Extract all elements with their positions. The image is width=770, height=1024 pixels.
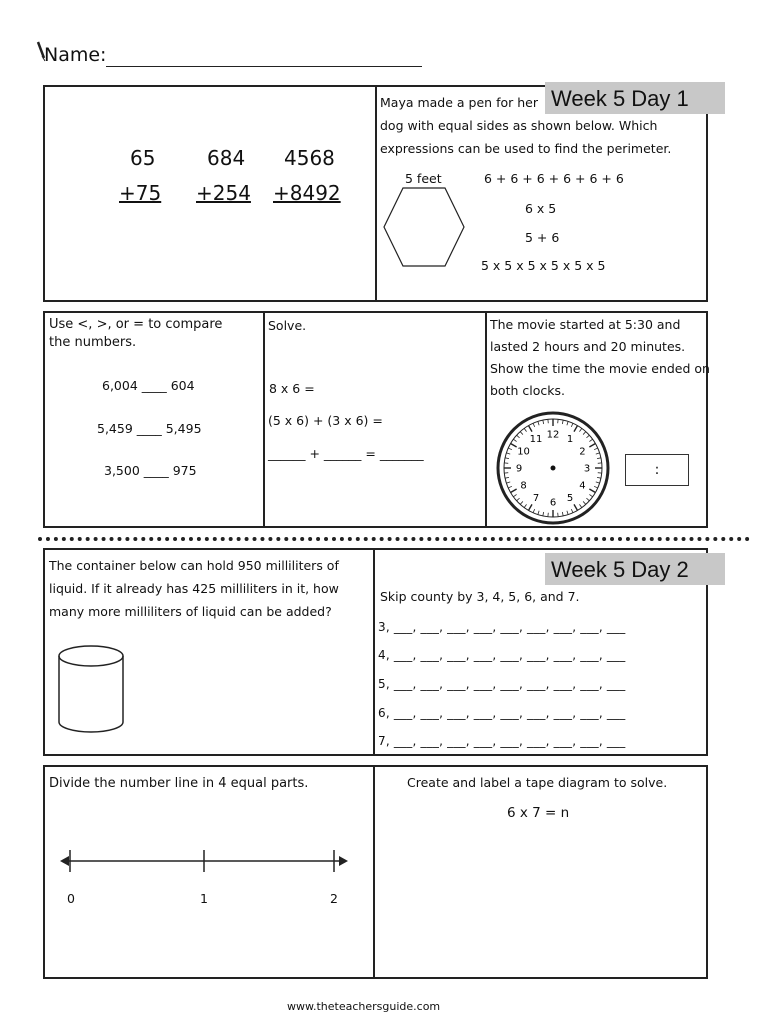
hexagon-shape — [382, 186, 466, 268]
clock-tick — [579, 504, 581, 507]
divider — [485, 311, 487, 528]
clock-tick — [589, 494, 592, 496]
clock-tick — [506, 482, 510, 483]
cylinder-shape — [56, 644, 126, 736]
clock-tick — [589, 489, 595, 493]
clock-tick — [517, 498, 520, 501]
container-line-2: liquid. If it already has 425 milliliters in it, how — [49, 581, 339, 596]
name-line[interactable] — [106, 66, 422, 67]
clock-tick — [574, 504, 578, 510]
clock-number: 3 — [583, 463, 591, 475]
clock-tick — [517, 435, 520, 438]
divider — [375, 85, 377, 302]
clock-tick — [538, 511, 539, 515]
clock-tick — [597, 477, 601, 478]
week-day-tag: Week 5 Day 1 — [545, 82, 725, 114]
compare-item-3: 3,500 ____ 975 — [104, 463, 197, 478]
compare-item-1: 6,004 ____ 604 — [102, 378, 195, 393]
compare-line-2: the numbers. — [49, 335, 137, 350]
clock-tick — [508, 486, 512, 488]
solve-eq-1: 8 x 6 = — [269, 381, 315, 396]
clock-tick — [562, 420, 563, 424]
clock-tick — [508, 448, 512, 450]
addend-bottom-3: +8492 — [273, 181, 341, 205]
container-line-3: many more milliliters of liquid can be added? — [49, 604, 332, 619]
option-1: 6 + 6 + 6 + 6 + 6 + 6 — [484, 171, 624, 186]
option-4: 5 x 5 x 5 x 5 x 5 x 5 — [481, 258, 606, 273]
clock-tick — [583, 432, 586, 435]
hexagon-side-label: 5 feet — [405, 171, 442, 186]
clock-tick — [589, 439, 592, 441]
skip-row-5[interactable]: 5, ___, ___, ___, ___, ___, ___, ___, ___, ___ — [378, 677, 626, 691]
clock-tick — [520, 501, 523, 504]
addend-bottom-1: +75 — [119, 181, 162, 205]
clock-number: 6 — [549, 497, 557, 509]
solve-eq-2: (5 x 6) + (3 x 6) = — [268, 413, 383, 428]
divider — [263, 311, 265, 528]
clock-tick — [505, 458, 509, 459]
digital-colon: : — [654, 462, 660, 478]
perimeter-line-2: dog with equal sides as shown below. Which — [380, 118, 658, 133]
clock-number: 11 — [529, 434, 543, 446]
skip-row-7[interactable]: 7, ___, ___, ___, ___, ___, ___, ___, ___, ___ — [378, 734, 626, 748]
clock-tick — [574, 426, 578, 432]
footer-url[interactable]: www.theteachersguide.com — [287, 1000, 441, 1013]
clock-tick — [538, 421, 539, 425]
clock-tick — [586, 498, 589, 501]
tape-equation: 6 x 7 = n — [507, 805, 570, 821]
clock-number: 2 — [579, 446, 586, 458]
divider — [373, 548, 375, 756]
clock-tick — [524, 504, 526, 507]
perimeter-line-3: expressions can be used to find the perimeter. — [380, 141, 672, 156]
tape-title: Create and label a tape diagram to solve. — [407, 775, 668, 790]
solve-eq-3: ______ + ______ = _______ — [268, 446, 424, 461]
compare-item-2: 5,459 ____ 5,495 — [97, 421, 202, 436]
clock-tick — [543, 512, 544, 516]
clock-tick — [567, 421, 568, 425]
numberline-label-1: 1 — [200, 891, 208, 906]
clock-tick — [579, 428, 581, 431]
clock-tick — [594, 486, 598, 488]
clock-tick — [594, 448, 598, 450]
clock-tick — [596, 482, 600, 483]
option-2: 6 x 5 — [525, 201, 557, 216]
clock-tick — [596, 453, 600, 454]
clock-tick — [529, 504, 533, 510]
movie-line-4: both clocks. — [490, 383, 565, 398]
clock-tick — [524, 428, 526, 431]
analog-clock[interactable] — [495, 410, 611, 526]
clock-tick — [562, 512, 563, 516]
week-day-tag: Week 5 Day 2 — [545, 553, 725, 585]
clock-tick — [583, 501, 586, 504]
digital-clock[interactable] — [625, 454, 689, 486]
movie-line-1: The movie started at 5:30 and — [490, 317, 681, 332]
clock-tick — [567, 511, 568, 515]
container-line-1: The container below can hold 950 milliliters of — [49, 558, 339, 573]
clock-number: 8 — [520, 480, 527, 492]
skip-row-6[interactable]: 6, ___, ___, ___, ___, ___, ___, ___, ___, ___ — [378, 706, 626, 720]
skip-row-4[interactable]: 4, ___, ___, ___, ___, ___, ___, ___, ___, ___ — [378, 648, 626, 662]
numberline-title: Divide the number line in 4 equal parts. — [49, 776, 309, 791]
compare-line-1: Use <, >, or = to compare — [49, 317, 223, 332]
clock-number: 12 — [546, 429, 560, 441]
clock-tick — [543, 420, 544, 424]
clock-number: 5 — [566, 492, 574, 504]
perimeter-line-1: Maya made a pen for her — [380, 95, 538, 110]
numberline-label-0: 0 — [67, 891, 75, 906]
clock-tick — [571, 423, 573, 427]
clock-number: 10 — [517, 446, 530, 458]
clock-number: 9 — [515, 463, 523, 475]
numberline-label-2: 2 — [330, 891, 338, 906]
clock-tick — [586, 435, 589, 438]
clock-tick — [506, 453, 510, 454]
option-3: 5 + 6 — [525, 230, 560, 245]
clock-tick — [511, 489, 517, 493]
clock-tick — [529, 426, 533, 432]
movie-line-3: Show the time the movie ended on — [490, 361, 710, 376]
day-separator — [38, 537, 750, 541]
clock-number: 4 — [579, 480, 586, 492]
addend-top-3: 4568 — [284, 146, 335, 170]
movie-line-2: lasted 2 hours and 20 minutes. — [490, 339, 686, 354]
clock-tick — [533, 509, 535, 513]
clock-tick — [533, 423, 535, 427]
divider — [373, 765, 375, 979]
clock-number: 1 — [566, 434, 574, 446]
clock-number: 7 — [532, 492, 540, 504]
clock-tick — [511, 444, 517, 448]
clock-tick — [520, 432, 523, 435]
clock-tick — [597, 458, 601, 459]
addend-top-1: 65 — [130, 146, 156, 170]
skip-row-3[interactable]: 3, ___, ___, ___, ___, ___, ___, ___, ___, ___ — [378, 620, 626, 634]
clock-tick — [513, 439, 516, 441]
clock-tick — [505, 477, 509, 478]
addend-bottom-2: +254 — [196, 181, 251, 205]
name-label: Name: — [44, 44, 107, 66]
number-line[interactable] — [58, 846, 350, 876]
clock-tick — [513, 494, 516, 496]
skip-title: Skip county by 3, 4, 5, 6, and 7. — [380, 589, 580, 604]
solve-title: Solve. — [268, 318, 307, 333]
clock-tick — [571, 509, 573, 513]
addend-top-2: 684 — [207, 146, 246, 170]
clock-tick — [589, 444, 595, 448]
